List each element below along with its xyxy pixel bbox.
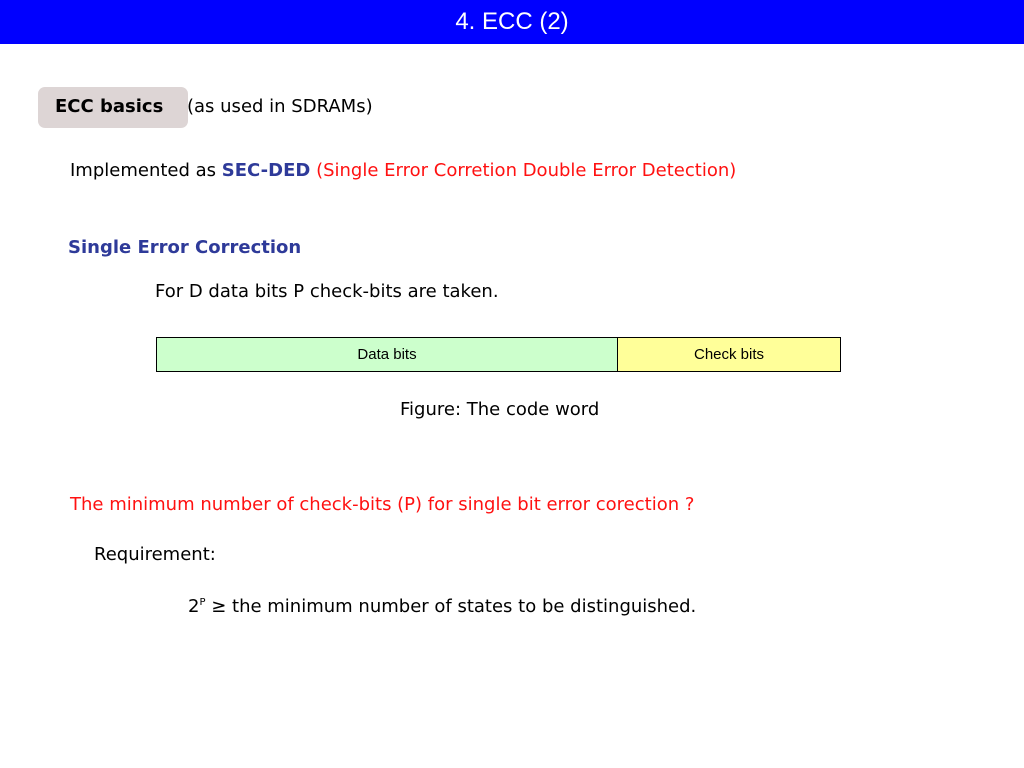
ecc-basics-note: (as used in SDRAMs)	[187, 96, 373, 117]
slide-title: 4. ECC (2)	[0, 0, 1024, 44]
section-heading: Single Error Correction	[68, 237, 302, 258]
formula-base: 2	[188, 596, 200, 617]
question-text: The minimum number of check-bits (P) for single bit error corection ?	[70, 494, 695, 515]
section-description: For D data bits P check-bits are taken.	[155, 281, 499, 302]
sec-ded-expansion: (Single Error Corretion Double Error Detection)	[316, 160, 737, 181]
data-bits-cell: Data bits	[157, 338, 618, 371]
figure-caption: Figure: The code word	[400, 399, 600, 420]
code-word-figure	[156, 337, 841, 372]
formula-exponent: P	[199, 597, 206, 608]
formula-rest: ≥ the minimum number of states to be distinguished.	[205, 596, 697, 617]
implementation-line	[70, 160, 736, 182]
requirement-formula	[188, 596, 696, 618]
implementation-prefix: Implemented as	[70, 160, 217, 181]
check-bits-cell: Check bits	[618, 338, 840, 371]
ecc-basics-label: ECC basics	[55, 96, 164, 117]
requirement-label: Requirement:	[94, 544, 216, 565]
sec-ded-acronym: SEC-DED	[221, 160, 311, 181]
